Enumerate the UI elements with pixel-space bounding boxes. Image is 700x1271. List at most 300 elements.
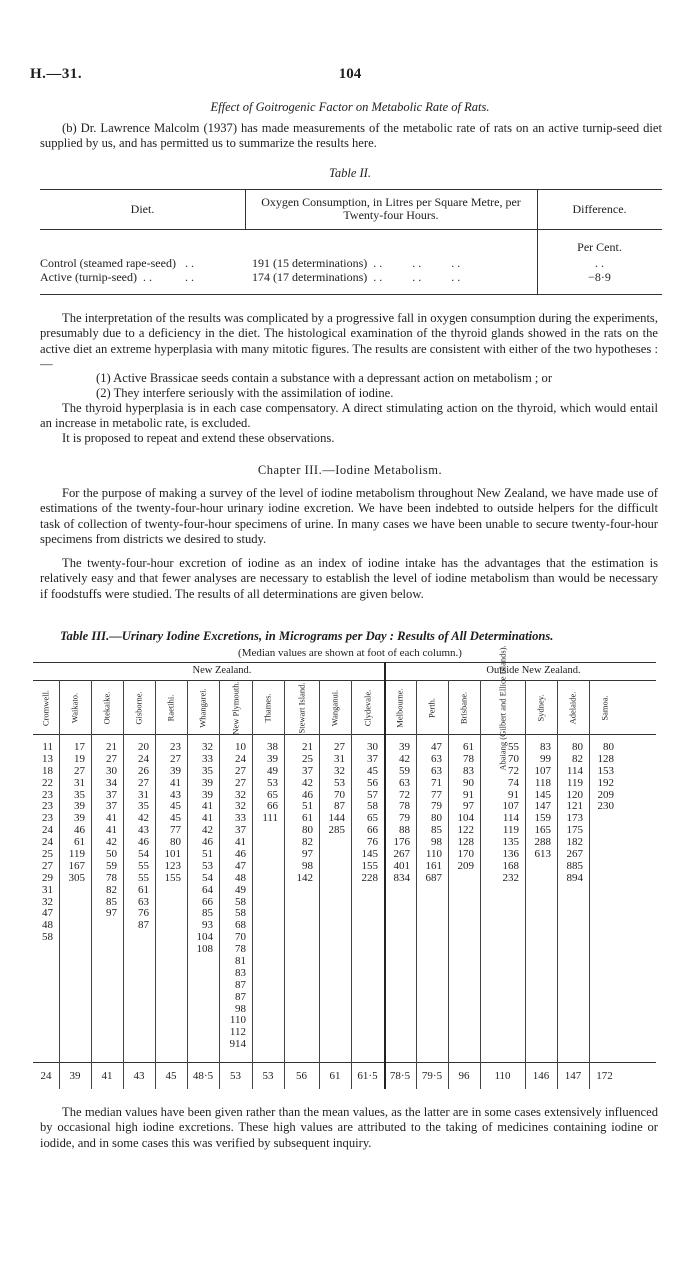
table-cell: 24: [235, 752, 246, 765]
chapter-heading: Chapter III.—Iodine Metabolism.: [257, 463, 443, 477]
column-median: 53: [230, 1070, 241, 1082]
column-header: [219, 681, 252, 735]
column-median: 147: [564, 1070, 582, 1082]
table-cell: 63: [138, 895, 149, 908]
table-cell: 31: [74, 776, 85, 789]
column-header-label: Brisbane.: [458, 691, 469, 725]
table-cell: 230: [597, 800, 614, 813]
column-values: [123, 742, 151, 932]
table-cell: 27: [170, 752, 181, 765]
table-cell: 46: [302, 788, 313, 801]
table-cell: 97: [106, 907, 117, 920]
table-cell: 90: [463, 776, 474, 789]
table-cell: 58: [235, 907, 246, 920]
table-cell: 47: [235, 859, 246, 872]
table-cell: 65: [367, 812, 378, 825]
table-cell: 27: [42, 859, 53, 872]
table-cell: 97: [302, 848, 313, 861]
table-cell: 78: [106, 871, 117, 884]
table-cell: 80: [431, 812, 442, 825]
column-header-label: Clydevale.: [362, 689, 372, 727]
table-cell: 33: [235, 812, 246, 825]
table2-header-difference: Difference.: [572, 202, 627, 216]
column-header-label: New Plymouth.: [230, 681, 240, 735]
table-cell: 55: [138, 859, 149, 872]
column-values: [448, 742, 476, 873]
table-cell: 155: [164, 871, 181, 884]
table-cell: 128: [457, 836, 474, 849]
table-cell: 32: [42, 895, 53, 908]
table-cell: 81: [235, 955, 246, 968]
table-cell: 98: [235, 1002, 246, 1015]
table-cell: 51: [202, 848, 213, 861]
table-cell: 46: [202, 836, 213, 849]
table-cell: 63: [431, 764, 442, 777]
table-cell: 82: [302, 836, 313, 849]
table-cell: 27: [106, 752, 117, 765]
table-cell: 61: [74, 836, 85, 849]
table-cell: 38: [267, 741, 278, 753]
table-cell: 27: [74, 764, 85, 777]
column-header: [448, 684, 480, 732]
column-header-label: Sydney.: [535, 694, 546, 722]
column-values: [252, 742, 280, 825]
column-median: 96: [458, 1070, 470, 1082]
column-median: 56: [296, 1070, 307, 1082]
table-cell: 50: [106, 848, 117, 861]
column-median: 41: [101, 1070, 113, 1082]
column-median: 110: [494, 1070, 511, 1082]
table-cell: 21: [302, 741, 313, 753]
table-cell: 39: [202, 776, 213, 789]
table-cell: 192: [597, 776, 614, 789]
table-cell: 70: [334, 788, 345, 801]
table2-row-difference: −8·9: [588, 270, 611, 284]
column-median: 43: [133, 1070, 145, 1082]
table-cell: 61: [302, 812, 313, 825]
column-header: [91, 684, 123, 732]
table-cell: 39: [267, 752, 278, 765]
table2: [40, 189, 662, 297]
table-cell: 914: [229, 1038, 246, 1051]
table-cell: 82: [106, 883, 117, 896]
column-values: [525, 742, 553, 861]
table-cell: 167: [68, 859, 85, 872]
table-cell: 142: [296, 871, 313, 884]
table-cell: 71: [431, 776, 442, 789]
table-cell: 118: [534, 776, 551, 789]
table-cell: 285: [328, 824, 345, 837]
table-cell: 55: [508, 741, 519, 753]
table-cell: 25: [42, 848, 53, 861]
column-header-label: Wanganui.: [329, 689, 340, 727]
table-cell: 46: [74, 824, 85, 837]
table-cell: 27: [138, 776, 149, 789]
interpretation-paragraph: The interpretation of the results was complicated by a progressive fall in oxygen consumption during the experiments, presumably due to a deficiency in the diet. The histological examination of the thyroid glands showed in the rats on the active diet an extreme hyperplasia with many mitotic figures. The results are consistent with either of the two hypotheses :—: [40, 311, 658, 372]
table-cell: 32: [235, 800, 246, 813]
table-cell: 43: [170, 788, 181, 801]
table-cell: 110: [425, 848, 442, 861]
table2-row-difference: . .: [595, 256, 604, 270]
table-cell: 83: [235, 966, 246, 979]
table-cell: 49: [267, 764, 278, 777]
table-cell: 85: [202, 907, 213, 920]
column-values: [480, 742, 521, 885]
table-cell: 145: [361, 848, 378, 861]
column-values: [33, 742, 55, 944]
table-cell: 41: [106, 812, 117, 825]
column-header: [384, 684, 416, 732]
table-cell: 37: [106, 800, 117, 813]
intro-paragraph: (b) Dr. Lawrence Malcolm (1937) has made measurements of the metabolic rate of rats on an active turnip-seed diet supplied by us, and has permitted us to summarize the results here.: [40, 121, 662, 151]
table-cell: 22: [42, 776, 53, 789]
table-cell: 232: [502, 871, 519, 884]
column-header-label: Thames.: [262, 693, 273, 723]
column-header-label: Cromwell.: [40, 689, 51, 727]
table-cell: 80: [572, 741, 583, 753]
table-cell: 66: [367, 824, 378, 837]
table-cell: 66: [202, 895, 213, 908]
column-median: 61·5: [357, 1070, 378, 1082]
table-cell: 63: [399, 776, 410, 789]
table-cell: 45: [170, 800, 181, 813]
column-header: [319, 684, 351, 732]
table-cell: 119: [502, 824, 519, 837]
table3-caption: Table III.—Urinary Iodine Excretions, in Micrograms per Day : Results of All Determinations.: [60, 629, 554, 643]
table-cell: 121: [566, 800, 583, 813]
table-cell: 128: [597, 752, 614, 765]
table-cell: 45: [367, 764, 378, 777]
column-median: 78·5: [389, 1070, 411, 1082]
table-cell: 13: [42, 752, 53, 765]
table-cell: 24: [42, 824, 53, 837]
table-cell: 64: [202, 883, 213, 896]
table-cell: 159: [534, 812, 551, 825]
table-cell: 85: [431, 824, 442, 837]
table-cell: 54: [138, 848, 149, 861]
table-cell: 65: [267, 788, 278, 801]
table-cell: 26: [138, 764, 149, 777]
table2-row-oxygen: 191 (15 determinations) . . . . . .: [252, 256, 461, 270]
table-cell: 687: [425, 871, 442, 884]
table-cell: 23: [42, 788, 53, 801]
table-cell: 24: [42, 836, 53, 849]
table-cell: 79: [431, 800, 442, 813]
table-cell: 53: [267, 776, 278, 789]
table-cell: 111: [262, 812, 278, 825]
table-cell: 47: [42, 907, 53, 920]
table-cell: 114: [566, 764, 583, 777]
column-values: [416, 742, 444, 885]
column-header-label: Waikato.: [69, 692, 80, 724]
table-cell: 209: [597, 788, 614, 801]
column-values: [319, 742, 347, 837]
table-cell: 58: [42, 931, 53, 944]
table-cell: 46: [138, 836, 149, 849]
column-median: 39: [69, 1070, 81, 1082]
table-cell: 35: [74, 788, 85, 801]
column-header: [557, 684, 589, 732]
table-cell: 76: [367, 836, 378, 849]
table-cell: 48: [235, 871, 246, 884]
column-header: [252, 684, 284, 732]
table-cell: 54: [202, 871, 213, 884]
table-cell: 61: [138, 883, 149, 896]
table-cell: 97: [463, 800, 474, 813]
table-cell: 70: [508, 752, 519, 765]
column-header: [525, 684, 557, 732]
table-cell: 59: [399, 764, 410, 777]
column-header: [59, 684, 91, 732]
column-header-label: Abaiang (Gilbert and Ellice Islands).: [497, 645, 507, 771]
table-cell: 55: [138, 871, 149, 884]
table-cell: 110: [229, 1014, 246, 1027]
table-cell: 35: [138, 800, 149, 813]
table-cell: 78: [399, 800, 410, 813]
table-cell: 170: [457, 848, 474, 861]
table2-header-oxygen: Oxygen Consumption, in Litres per Square Metre, per Twenty-four Hours.: [261, 195, 521, 222]
page-number: 104: [338, 66, 362, 82]
table-cell: 122: [457, 824, 474, 837]
table-cell: 91: [463, 788, 474, 801]
table-cell: 58: [235, 895, 246, 908]
table-cell: 112: [229, 1026, 246, 1039]
table-cell: 99: [540, 752, 551, 765]
table-cell: 79: [399, 812, 410, 825]
table-cell: 108: [196, 943, 213, 956]
column-header-label: Otekaike.: [101, 691, 112, 725]
table-cell: 145: [534, 788, 551, 801]
table-cell: 175: [566, 824, 583, 837]
table-cell: 136: [502, 848, 519, 861]
column-header-label: Samoa.: [599, 695, 609, 721]
column-values: [557, 742, 585, 885]
table-cell: 33: [202, 752, 213, 765]
column-header: [284, 684, 319, 732]
table-cell: 42: [202, 824, 213, 837]
table-cell: 209: [457, 859, 474, 872]
table-cell: 11: [42, 741, 53, 753]
column-values: [351, 742, 380, 885]
column-header-label: Melbourne.: [394, 688, 405, 728]
table-cell: 401: [393, 859, 410, 872]
table-cell: 49: [235, 883, 246, 896]
column-header-label: Raetihi.: [165, 694, 176, 722]
table-cell: 37: [367, 752, 378, 765]
column-header: [589, 684, 620, 732]
column-header-label: Gisborne.: [133, 691, 144, 725]
table-cell: 42: [302, 776, 313, 789]
table-cell: 35: [202, 764, 213, 777]
column-values: [589, 742, 616, 813]
table2-row-diet: Active (turnip-seed) . . . .: [40, 270, 194, 284]
table2-row-diet: Control (steamed rape-seed) . .: [40, 256, 194, 270]
document-reference: H.—31.: [30, 66, 83, 82]
chapter-paragraph: For the purpose of making a survey of the level of iodine metabolism throughout New Zealand, we have made use of estimations of the twenty-four-hour urinary iodine excretion. We have been indebted to outside helpers for the difficult task of collection of twenty-four-hour specimens of urine. In many cases we have been unable to secure twenty-four-hour specimens from districts we desired to study.: [40, 486, 658, 547]
table2-unit-label: Per Cent.: [577, 240, 622, 254]
column-median: 45: [165, 1070, 177, 1082]
table-cell: 59: [106, 859, 117, 872]
table-cell: 87: [235, 990, 246, 1003]
table-cell: 267: [566, 848, 583, 861]
table-cell: 42: [399, 752, 410, 765]
table-cell: 45: [170, 812, 181, 825]
table3-subcaption: (Median values are shown at foot of each column.): [238, 647, 462, 659]
table-cell: 98: [302, 859, 313, 872]
table-cell: 176: [393, 836, 410, 849]
table-cell: 23: [42, 812, 53, 825]
table-cell: 119: [68, 848, 85, 861]
table-cell: 23: [42, 800, 53, 813]
table-cell: 87: [138, 919, 149, 932]
table-cell: 61: [463, 741, 474, 753]
table-cell: 104: [196, 931, 213, 944]
closing-paragraph: The median values have been given rather than the mean values, as the latter are in some cases extensively influenced by occasional high iodine excretions. These high values are attributed to the taking of medicines containing iodine or iodide, and in some cases this was verified by subsequent inquiry.: [40, 1105, 658, 1150]
table-cell: 80: [170, 836, 181, 849]
column-header: [351, 684, 384, 732]
table-cell: 21: [106, 741, 117, 753]
table-cell: 42: [138, 812, 149, 825]
table-cell: 27: [235, 764, 246, 777]
table-cell: 91: [508, 788, 519, 801]
table-cell: 31: [138, 788, 149, 801]
table-cell: 182: [566, 836, 583, 849]
table-cell: 305: [68, 871, 85, 884]
table-cell: 83: [463, 764, 474, 777]
table-cell: 37: [106, 788, 117, 801]
table-cell: 153: [597, 764, 614, 777]
table-cell: 70: [235, 931, 246, 944]
table-cell: 104: [457, 812, 474, 825]
column-header-label: Stewart Island.: [296, 682, 306, 734]
table-cell: 288: [534, 836, 551, 849]
table-cell: 85: [106, 895, 117, 908]
table-cell: 66: [267, 800, 278, 813]
table-cell: 80: [603, 741, 614, 753]
table-cell: 72: [508, 764, 519, 777]
table-cell: 32: [202, 741, 213, 753]
table-cell: 87: [235, 978, 246, 991]
table-cell: 56: [367, 776, 378, 789]
table-cell: 114: [502, 812, 519, 825]
column-median: 61: [329, 1070, 341, 1082]
table-cell: 32: [334, 764, 345, 777]
table-cell: 19: [74, 752, 85, 765]
table-cell: 29: [42, 871, 53, 884]
table-cell: 77: [170, 824, 181, 837]
table-cell: 88: [399, 824, 410, 837]
table-cell: 53: [334, 776, 345, 789]
column-values: [284, 742, 315, 885]
table-cell: 82: [572, 752, 583, 765]
table-cell: 39: [74, 812, 85, 825]
column-values: [384, 742, 412, 885]
table-cell: 23: [170, 741, 181, 753]
table-cell: 135: [502, 836, 519, 849]
chapter-paragraph: The twenty-four-hour excretion of iodine as an index of iodine intake has the advantages that the estimation is relatively easy and that fewer analyses are necessary to establish the level of iodine metabolism than would be necessary if foodstuffs were studied. The results of all determinations are given below.: [40, 556, 658, 601]
hypothesis-2: (2) They interfere seriously with the assimilation of iodine.: [96, 386, 394, 400]
column-median: 53: [262, 1070, 274, 1082]
column-header-label: Adelaide.: [567, 691, 578, 725]
table-cell: 41: [170, 776, 181, 789]
table-cell: 87: [334, 800, 345, 813]
table-cell: 68: [235, 919, 246, 932]
table-cell: 168: [502, 859, 519, 872]
column-median: 48·5: [192, 1070, 214, 1082]
table-cell: 57: [367, 788, 378, 801]
table-cell: 41: [106, 824, 117, 837]
table-cell: 42: [106, 836, 117, 849]
table-cell: 48: [42, 919, 53, 932]
table-cell: 39: [170, 764, 181, 777]
column-values: [219, 742, 248, 1051]
table-cell: 27: [235, 776, 246, 789]
group-outside-new-zealand: Outside New Zealand.: [486, 665, 581, 676]
column-header: [33, 684, 59, 732]
table-cell: 144: [328, 812, 345, 825]
section-title: Effect of Goitrogenic Factor on Metabolic Rate of Rats.: [210, 100, 490, 114]
table-cell: 613: [534, 848, 551, 861]
table-cell: 885: [566, 859, 583, 872]
table-cell: 31: [334, 752, 345, 765]
table-cell: 63: [431, 752, 442, 765]
table-cell: 27: [334, 741, 345, 753]
table-cell: 98: [431, 836, 442, 849]
table-cell: 37: [235, 824, 246, 837]
table-cell: 18: [42, 764, 53, 777]
table-cell: 78: [463, 752, 474, 765]
column-median: 172: [596, 1070, 613, 1082]
table2-row-oxygen: 174 (17 determinations) . . . . . .: [252, 270, 461, 284]
column-median: 24: [40, 1070, 52, 1082]
column-header: [187, 684, 219, 732]
table-cell: 39: [74, 800, 85, 813]
table-cell: 20: [138, 741, 149, 753]
column-header: [123, 684, 155, 732]
column-values: [59, 742, 87, 885]
table-cell: 58: [367, 800, 378, 813]
table-cell: 80: [302, 824, 313, 837]
table-cell: 74: [508, 776, 519, 789]
column-values: [155, 742, 183, 885]
proposal-paragraph: It is proposed to repeat and extend these observations.: [62, 431, 335, 445]
table-cell: 17: [74, 741, 85, 753]
table-cell: 834: [393, 871, 410, 884]
table-cell: 41: [202, 812, 213, 825]
group-new-zealand: New Zealand.: [192, 665, 252, 676]
table-cell: 41: [235, 836, 246, 849]
table-cell: 119: [566, 776, 583, 789]
table2-caption: Table II.: [329, 166, 371, 180]
table-cell: 43: [138, 824, 149, 837]
table-cell: 51: [302, 800, 313, 813]
table-cell: 147: [534, 800, 551, 813]
column-values: [91, 742, 119, 920]
table-cell: 894: [566, 871, 583, 884]
table-cell: 228: [361, 871, 378, 884]
table-cell: 46: [235, 848, 246, 861]
hypothesis-1: (1) Active Brassicae seeds contain a substance with a depressant action on metabolism ; or: [96, 371, 553, 385]
column-header: [155, 684, 187, 732]
table-cell: 161: [425, 859, 442, 872]
table-cell: 83: [540, 741, 551, 753]
table-cell: 39: [202, 788, 213, 801]
column-header: [416, 684, 448, 732]
compensatory-paragraph: The thyroid hyperplasia is in each case compensatory. A direct stimulating action on the thyroid, which would entail an increase in metabolic rate, is excluded.: [40, 401, 658, 431]
table-cell: 77: [431, 788, 442, 801]
table-cell: 107: [534, 764, 551, 777]
column-header-label: Whangarei.: [197, 688, 208, 728]
